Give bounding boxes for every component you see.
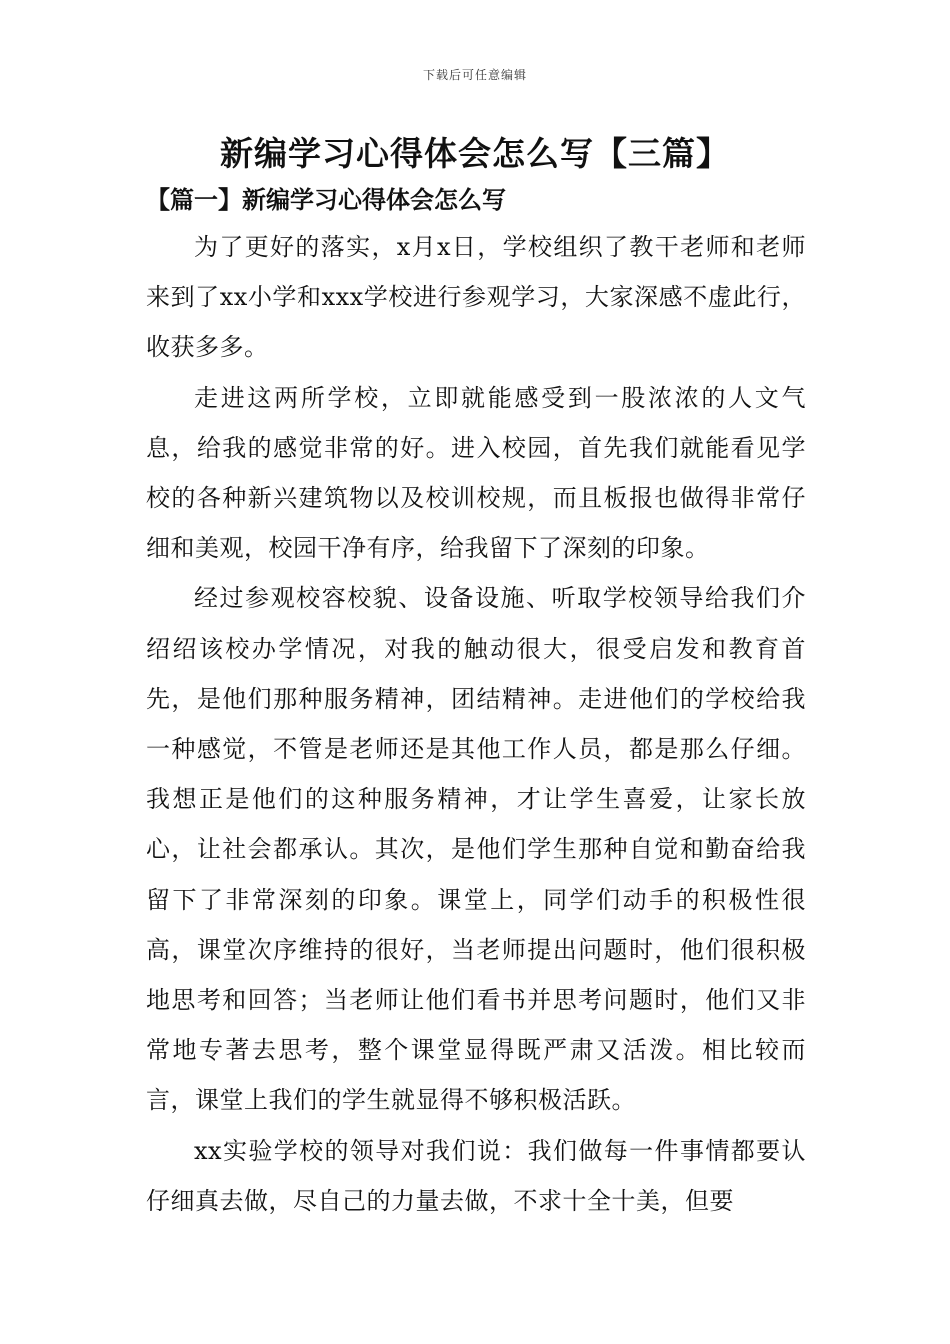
- header-note: 下载后可任意编辑: [422, 68, 527, 82]
- paragraph-3: 经过参观校容校貌、设备设施、听取学校领导给我们介绍绍该校办学情况，对我的触动很大，很受启发和教育首先，是他们那种服务精神，团结精神。走进他们的学校给我一种感觉，不管是老师还是其他工作人员，都是那么仔细。我想正是他们的这种服务精神，才让学生喜爱，让家长放心，让社会都承认。其次，是他们学生那种自觉和勤奋给我留下了非常深刻的印象。课堂上，同学们动手的积极性很高，课堂次序维持的很好，当老师提出问题时，他们很积极地思考和回答；当老师让他们看书并思考问题时，他们又非常地专著去思考，整个课堂显得既严肃又活泼。相比较而言，课堂上我们的学生就显得不够积极活跃。: [146, 584, 806, 1115]
- paragraph-2: 走进这两所学校，立即就能感受到一股浓浓的人文气息，给我的感觉非常的好。进入校园，首先我们就能看见学校的各种新兴建筑物以及校训校规，而且板报也做得非常仔细和美观，校园干净有序，给我留下了深刻的印象。: [146, 383, 806, 563]
- section-heading: 【篇一】新编学习心得体会怎么写: [146, 185, 506, 214]
- document-title: 新编学习心得体会怎么写【三篇】: [220, 134, 730, 173]
- paragraph-4: xx实验学校的领导对我们说：我们做每一件事情都要认仔细真去做，尽自己的力量去做，不求十全十美，但要: [146, 1136, 806, 1215]
- paragraph-1: 为了更好的落实，x月x日，学校组织了教干老师和老师来到了xx小学和xxx学校进行参观学习，大家深感不虚此行，收获多多。: [146, 233, 806, 362]
- document-body: [146, 222, 806, 1226]
